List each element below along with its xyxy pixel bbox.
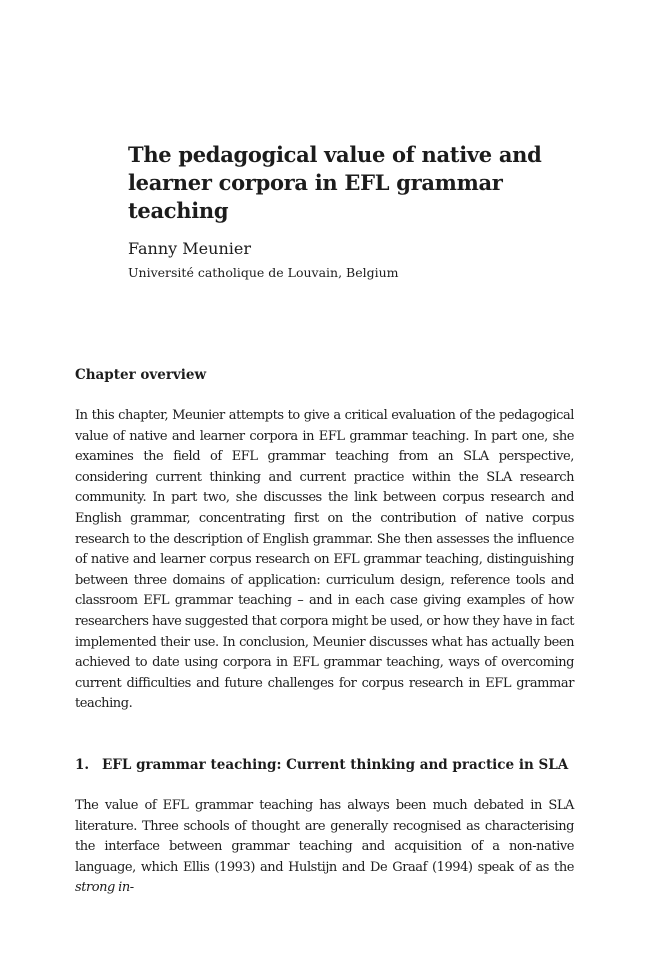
section-1-italic-term: strong in- (75, 880, 134, 896)
section-title: EFL grammar teaching: Current thinking and practice in SLA (102, 757, 569, 773)
section-1-heading (75, 755, 568, 775)
author-name: Fanny Meunier (128, 239, 251, 258)
author-affiliation: Université catholique de Louvain, Belgium (128, 265, 399, 280)
section-number: 1. (75, 757, 90, 773)
section-1-paragraph (75, 796, 574, 899)
chapter-overview-paragraph: In this chapter, Meunier attempts to give a critical evaluation of the pedagogical value of native and learner corpora in EFL grammar teaching. In part one, she examines the field of EFL grammar teaching from an SLA perspective, considering current thinking and current practice within the SLA research community. In part two, she discusses the link between corpus research and English grammar, concentrating first on the contribution of native corpus research to the description of English grammar. She then assesses the influence of native and learner corpus research on EFL grammar teaching, distinguishing between three domains of application: curriculum design, reference tools and classroom EFL grammar teaching – and in each case giving examples of how researchers have suggested that corpora might be used, or how they have in fact implemented their use. In conclusion, Meunier discusses what has actually been achieved to date using corpora in EFL grammar teaching, ways of overcoming current difficulties and future challenges for corpus research in EFL grammar teaching. (75, 408, 574, 712)
section-1-text: The value of EFL grammar teaching has always been much debated in SLA literature. Three schools of thought are generally recognised as characterising the interface between grammar teaching and acquisition of a non-native language, which Ellis (1993) and Hulstijn and De Graaf (1994) speak of as the (75, 798, 574, 875)
chapter-overview-heading: Chapter overview (75, 367, 207, 383)
paper-title: The pedagogical value of native and learner corpora in EFL grammar teaching (128, 142, 542, 223)
